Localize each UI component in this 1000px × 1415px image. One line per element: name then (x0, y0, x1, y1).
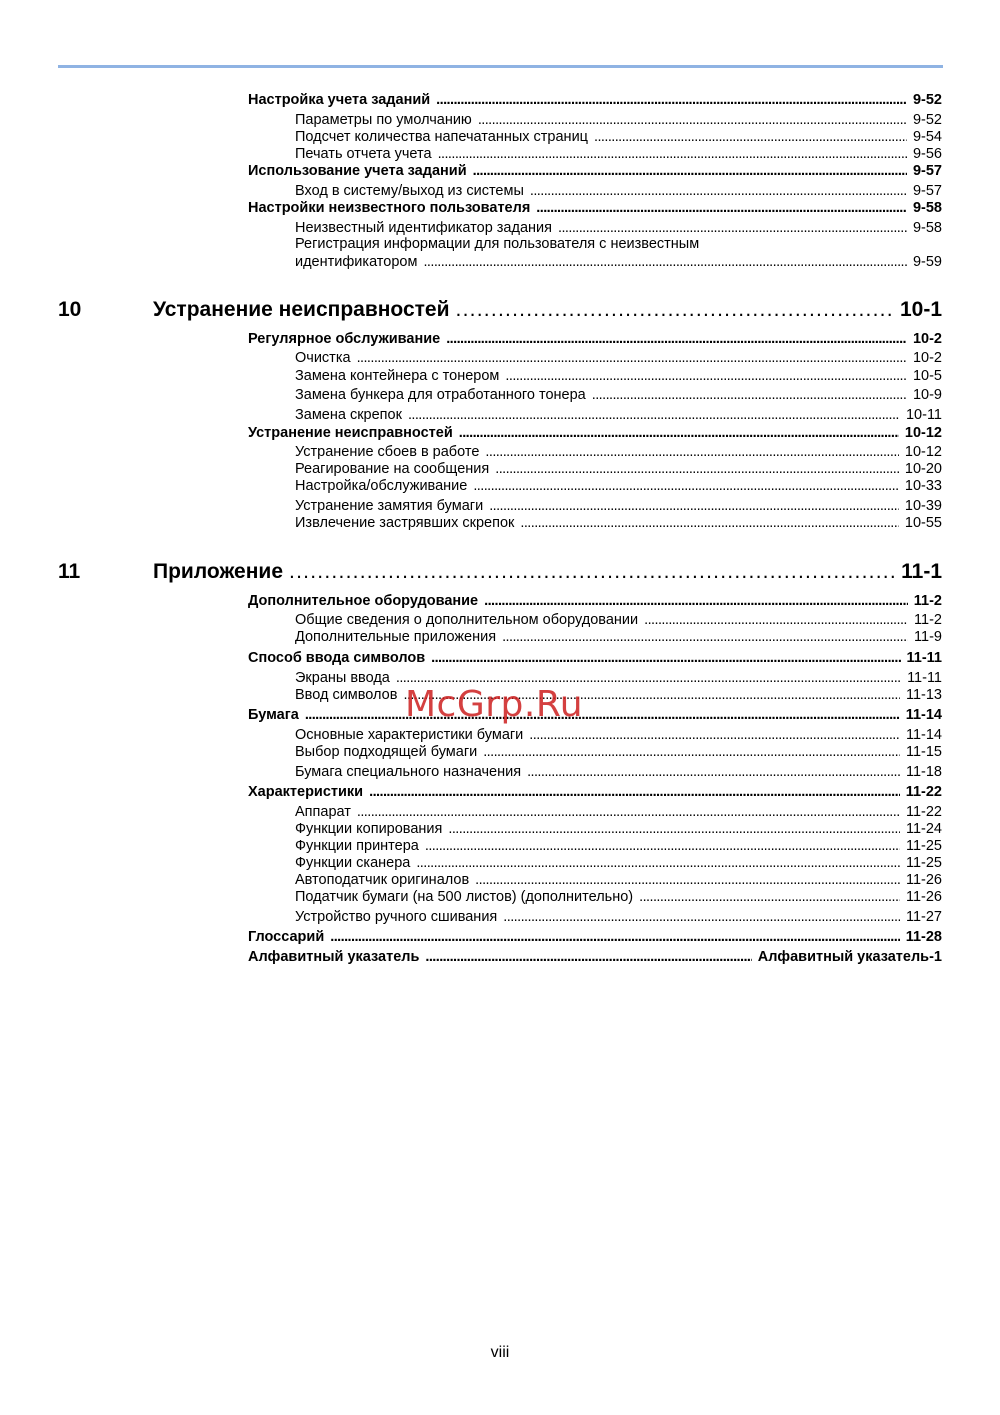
chapter-heading[interactable]: 10 Устранение неисправностей . . . 10-1 (58, 298, 942, 322)
toc-entry[interactable]: Аппарат . . . 11-22 (295, 804, 942, 820)
toc-entry[interactable]: Устранение неисправностей . . . 10-12 (248, 425, 942, 441)
page-number: viii (490, 1344, 510, 1361)
chapter-number: 10 (58, 298, 82, 321)
toc-entry[interactable]: Замена бункера для отработанного тонера . . . 10-9 (295, 387, 942, 403)
toc-entry[interactable]: Бумага специального назначения . . . 11-18 (295, 764, 942, 780)
toc-entry[interactable]: Глоссарий . . . 11-28 (248, 929, 942, 945)
toc-entry[interactable]: Дополнительное оборудование . . . 11-2 (248, 593, 942, 609)
toc-entry[interactable]: Извлечение застрявших скрепок . . . 10-55 (295, 515, 942, 531)
toc-entry[interactable]: Настройки неизвестного пользователя . . . 9-58 (248, 200, 942, 216)
toc-entry[interactable]: Выбор подходящей бумаги . . . 11-15 (295, 744, 942, 760)
toc-entry[interactable]: Автоподатчик оригиналов . . . 11-26 (295, 872, 942, 888)
watermark: McGrp.Ru (405, 684, 584, 725)
toc-entry[interactable]: Вход в систему/выход из системы . . . 9-57 (295, 183, 942, 199)
toc-entry[interactable]: Дополнительные приложения . . . 11-9 (295, 629, 942, 645)
toc-entry[interactable]: Характеристики . . . 11-22 (248, 784, 942, 800)
toc-entry[interactable]: Устранение сбоев в работе . . . 10-12 (295, 444, 942, 460)
toc-entry[interactable]: Функции сканера . . . 11-25 (295, 855, 942, 871)
toc-entry[interactable]: Настройка учета заданий . . . 9-52 (248, 92, 942, 108)
toc-entry[interactable]: Бумага . . . 11-14 (248, 707, 942, 723)
toc-entry[interactable]: Устройство ручного сшивания . . . 11-27 (295, 909, 942, 925)
toc-entry[interactable]: Замена скрепок . . . 10-11 (295, 407, 942, 423)
toc-entry[interactable]: Использование учета заданий . . . 9-57 (248, 163, 942, 179)
toc-entry[interactable]: Функции принтера . . . 11-25 (295, 838, 942, 854)
toc-entry[interactable]: Реагирование на сообщения . . . 10-20 (295, 461, 942, 477)
toc-entry[interactable]: Податчик бумаги (на 500 листов) (дополнительно) . . . 11-26 (295, 889, 942, 905)
toc-entry[interactable]: Регулярное обслуживание . . . 10-2 (248, 331, 942, 347)
toc-entry-line[interactable]: Регистрация информации для пользователя с неизвестным (295, 236, 700, 252)
toc-entry[interactable]: Неизвестный идентификатор задания . . . 9-58 (295, 220, 942, 236)
toc-entry[interactable]: Подсчет количества напечатанных страниц . . . 9-54 (295, 129, 942, 145)
toc-entry[interactable]: Параметры по умолчанию . . . 9-52 (295, 112, 942, 128)
toc-entry[interactable]: Общие сведения о дополнительном оборудовании . . . 11-2 (295, 612, 942, 628)
toc-entry[interactable]: Очистка . . . 10-2 (295, 350, 942, 366)
toc-entry[interactable]: Настройка/обслуживание . . . 10-33 (295, 478, 942, 494)
toc-entry[interactable]: Основные характеристики бумаги . . . 11-14 (295, 727, 942, 743)
toc-entry[interactable]: Способ ввода символов . . . 11-11 (248, 650, 942, 666)
toc-entry[interactable]: Ввод символов . . . 11-13 (295, 687, 942, 703)
toc-entry[interactable]: Замена контейнера с тонером . . . 10-5 (295, 368, 942, 384)
toc-entry[interactable]: Печать отчета учета . . . 9-56 (295, 146, 942, 162)
toc-entry[interactable]: Алфавитный указатель . . . Алфавитный указатель-1 (248, 949, 942, 965)
toc-entry[interactable]: Функции копирования . . . 11-24 (295, 821, 942, 837)
toc-entry[interactable]: Экраны ввода . . . 11-11 (295, 670, 942, 686)
toc-entry[interactable]: Устранение замятия бумаги . . . 10-39 (295, 498, 942, 514)
chapter-heading[interactable]: 11 Приложение . . . 11-1 (58, 560, 942, 584)
toc-entry[interactable]: идентификатором . . . 9-59 (295, 254, 942, 270)
chapter-number: 11 (58, 560, 81, 583)
